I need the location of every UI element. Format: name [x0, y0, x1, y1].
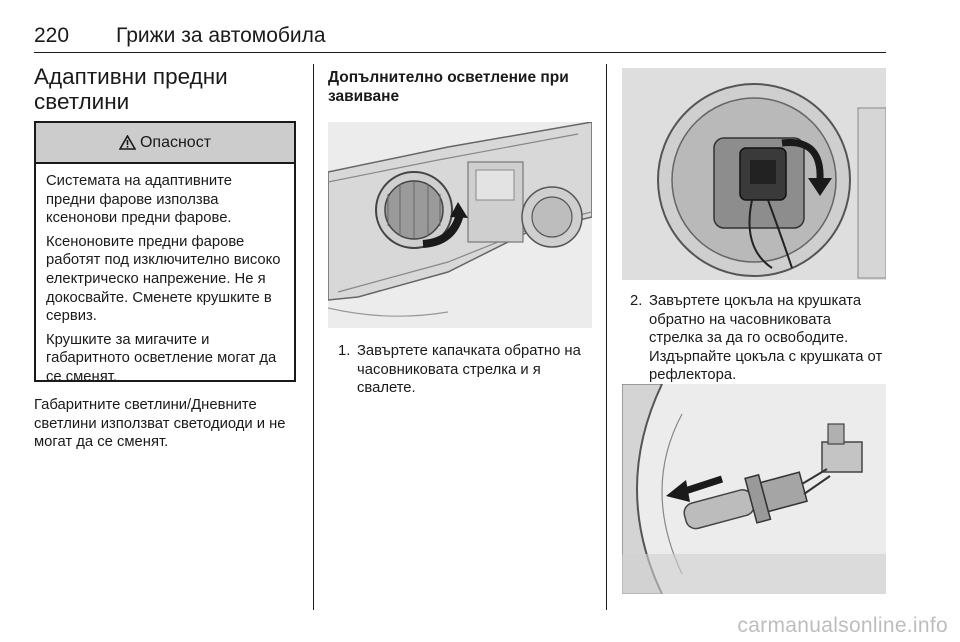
danger-box: [34, 121, 296, 385]
column-divider-right: [606, 64, 607, 610]
page-number: 220: [34, 24, 70, 47]
section-title-line2: светлини: [34, 89, 130, 114]
step-2-number: 2.: [630, 293, 643, 309]
headlamp-cover-figure: [328, 122, 592, 328]
bulb-socket-illustration: [622, 68, 886, 280]
bulb-removal-illustration: [622, 384, 886, 594]
column-divider-left: [313, 64, 314, 610]
page-header: [34, 22, 886, 53]
bulb-removal-figure: [622, 384, 886, 594]
section-title-line1: Адаптивни предни: [34, 64, 228, 89]
step-2-text: Завъртете цокъла на крушката обратно на часовниковата стрелка за да го освободите. Издърпайте цокъла с крушката от рефлектора.: [649, 293, 883, 384]
subsection-title: Допълнително осветление при завиване: [328, 69, 569, 105]
danger-paragraph-1: Системата на адаптивните предни фарове използва ксенонови предни фарове.: [46, 173, 233, 227]
step-2: [630, 292, 888, 384]
chapter-title: Грижи за автомобила: [116, 24, 326, 47]
step-1-text: Завъртете капачката обратно на часовниковата стрелка и я свалете.: [357, 343, 581, 397]
bulb-socket-figure: [622, 68, 886, 280]
watermark: carmanualsonline.info: [737, 614, 948, 637]
step-1: [338, 342, 588, 402]
left-column: [34, 64, 300, 114]
section-title: [34, 64, 300, 114]
step-1-number: 1.: [338, 343, 351, 359]
danger-paragraph-3: Крушките за мигачите и габаритното осветление могат да се сменят.: [46, 331, 277, 385]
danger-paragraph-2: Ксеноновите предни фарове работят под изключително високо електрическо напрежение. Не я докосвайте. Сменете крушките в сервиз.: [46, 233, 281, 325]
danger-box-title: Опасност: [139, 133, 212, 151]
led-note: Габаритните светлини/Дневните светлини използват светодиоди и не могат да се сменят.: [34, 397, 286, 451]
warning-triangle-icon: [119, 135, 136, 150]
danger-box-body: [36, 164, 294, 387]
danger-box-header: [36, 123, 294, 164]
headlamp-cover-illustration: [328, 122, 592, 328]
